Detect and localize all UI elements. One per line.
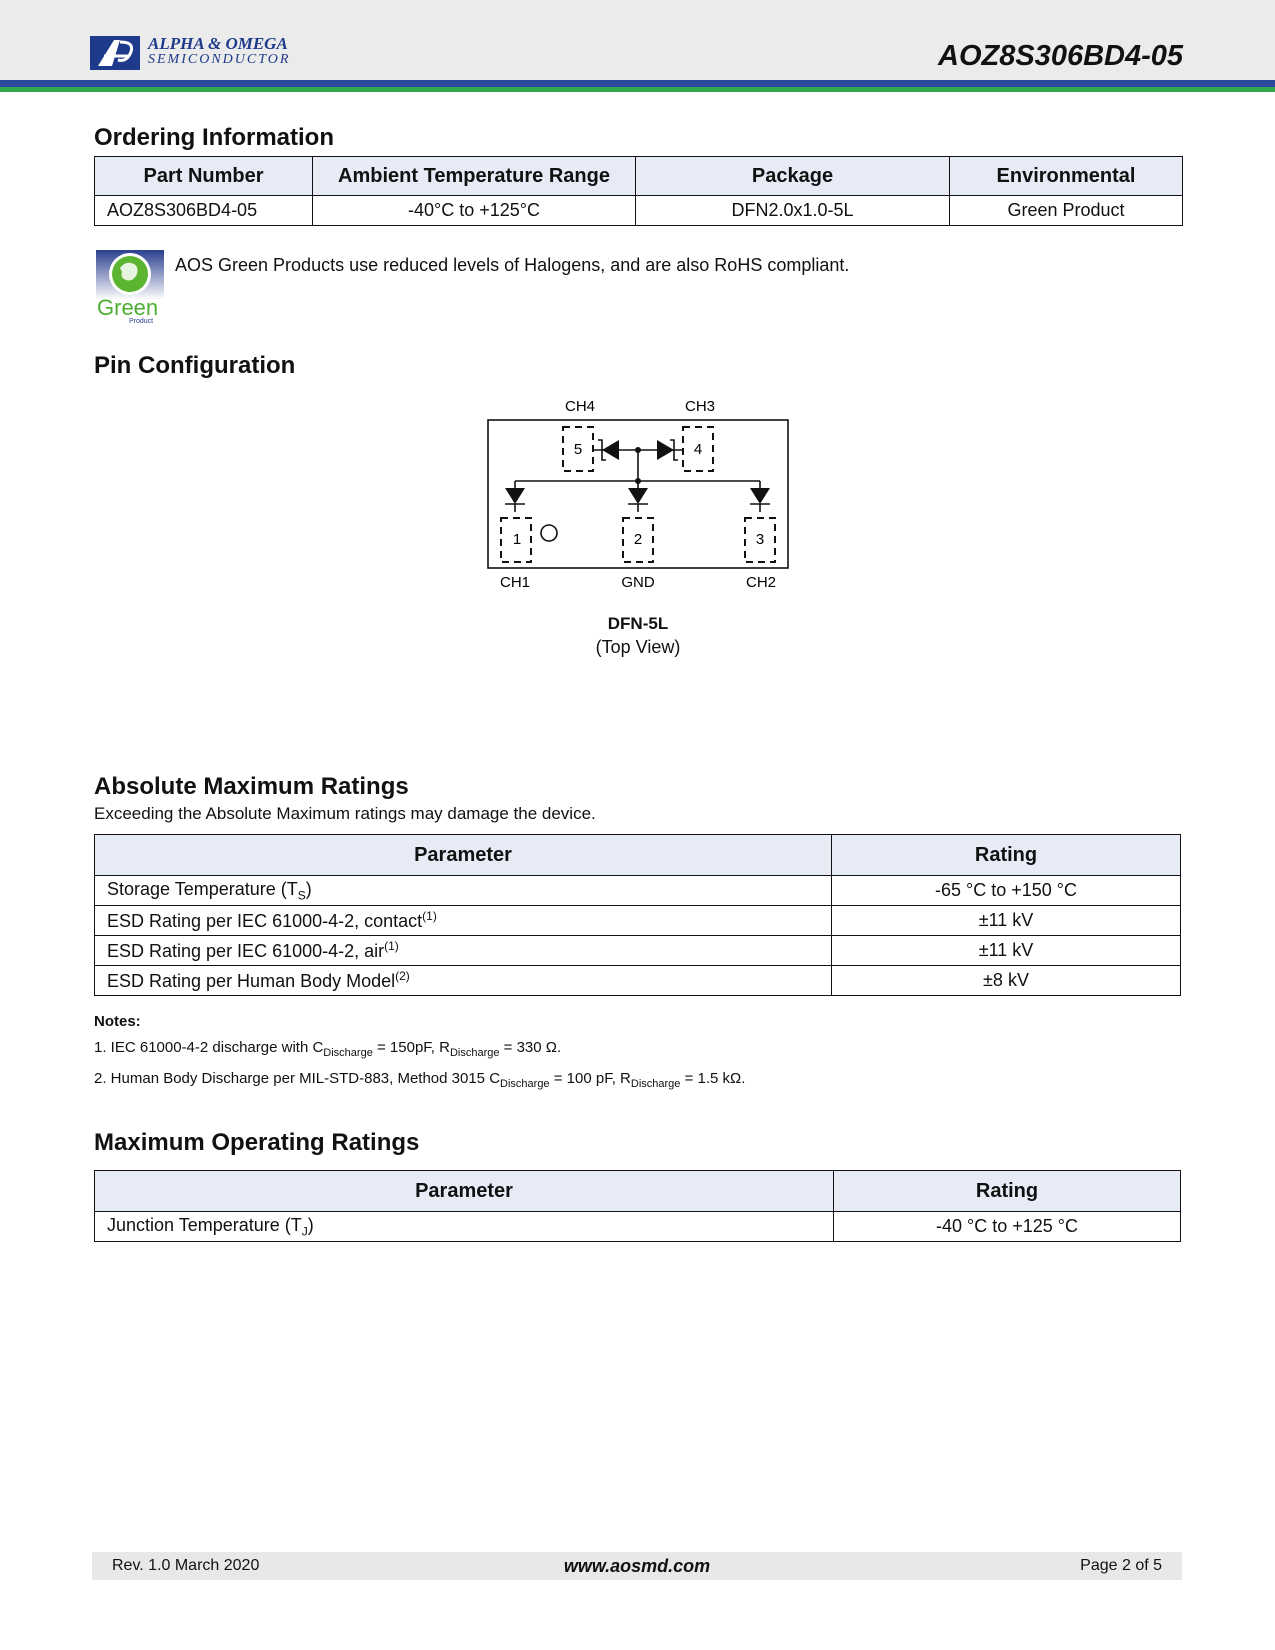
abs-max-param: ESD Rating per Human Body Model$^{(2)}$ — [95, 966, 832, 996]
table-row — [95, 196, 1183, 226]
footer-url[interactable]: www.aosmd.com — [563, 1556, 711, 1576]
abs-max-param: Storage Temperature $(T_S)$ — [95, 876, 832, 906]
header-stripe-blue — [0, 80, 1275, 87]
green-product-globe-icon — [96, 250, 164, 324]
ordering-header-row — [95, 157, 1183, 196]
company-name: ALPHA & OMEGA — [148, 34, 288, 53]
pin-number-5: 5 — [573, 441, 583, 458]
ordering-header-env: Environmental — [950, 157, 1183, 196]
pin-number-2: 2 — [633, 531, 643, 548]
ordering-table — [94, 156, 1183, 226]
ordering-title: Ordering Information — [94, 124, 334, 151]
footer-page-number: Page 2 of 5 — [1080, 1557, 1162, 1574]
green-logo-word: Green — [97, 295, 159, 320]
abs-max-param: ESD Rating per IEC 61000-4-2, contact$^{(1)}$ — [95, 906, 832, 936]
green-statement: AOS Green Products use reduced levels of Halogens, and are also RoHS compliant. — [175, 255, 850, 275]
max-op-header-param: Parameter — [95, 1171, 834, 1212]
label-ch3: CH3 — [684, 398, 716, 415]
diode-ch4 — [602, 440, 619, 460]
note-1: 1. IEC 61000-4-2 discharge with $C_{Discharge} = 150pF$, $R_{Discharge} = 330$ Ω. — [94, 1039, 562, 1059]
max-op-table — [94, 1170, 1181, 1242]
table-row — [95, 1212, 1181, 1242]
notes — [94, 1009, 745, 1097]
label-ch2: CH2 — [745, 574, 777, 591]
abs-max-title: Absolute Maximum Ratings — [94, 773, 409, 800]
table-row — [95, 906, 1181, 936]
abs-max-param: ESD Rating per IEC 61000-4-2, air$^{(1)}$ — [95, 936, 832, 966]
ordering-header-package: Package — [636, 157, 950, 196]
ordering-header-temp: Ambient Temperature Range — [313, 157, 636, 196]
label-ch4: CH4 — [564, 398, 596, 415]
header-stripe-green — [0, 87, 1275, 92]
document-part-id: AOZ8S306BD4-05 — [938, 40, 1183, 72]
ordering-cell-temp: -40°C to +125°C — [313, 196, 636, 226]
max-op-param: Junction Temperature $(T_J)$ — [95, 1212, 834, 1242]
pin-config-title: Pin Configuration — [94, 352, 296, 379]
abs-max-rating: ±8 kV — [832, 966, 1181, 996]
green-logo-sub: Product — [129, 318, 154, 324]
pin-number-1: 1 — [512, 531, 522, 548]
abs-max-header-rating: Rating — [832, 835, 1181, 876]
ordering-cell-package: DFN2.0x1.0-5L — [636, 196, 950, 226]
pin-diagram — [480, 392, 800, 592]
label-ch1: CH1 — [499, 574, 531, 591]
abs-max-rating: -65 °C to +150 °C — [832, 876, 1181, 906]
max-op-rating: -40 °C to +125 °C — [834, 1212, 1181, 1242]
company-subname: SEMICONDUCTOR — [148, 52, 291, 67]
package-name: DFN-5L — [607, 614, 669, 633]
table-row — [95, 876, 1181, 906]
pin-number-3: 3 — [755, 531, 765, 548]
table-row — [95, 936, 1181, 966]
abs-max-rating: ±11 kV — [832, 936, 1181, 966]
note-2: 2. Human Body Discharge per MIL-STD-883, Method 3015 $C_{Discharge} = 100$ pF, $R_{Discharge} = 1.5$ kΩ. — [94, 1070, 746, 1090]
notes-title: Notes: — [94, 1013, 141, 1030]
pin1-marker-icon — [541, 525, 557, 541]
max-op-header-rating: Rating — [834, 1171, 1181, 1212]
abs-max-header-row — [95, 835, 1181, 876]
label-gnd: GND — [621, 574, 655, 591]
diode-ch3 — [657, 440, 674, 460]
ordering-header-part: Part Number — [95, 157, 313, 196]
package-view: (Top View) — [595, 637, 681, 657]
pin-number-4: 4 — [693, 441, 703, 458]
max-op-header-row — [95, 1171, 1181, 1212]
abs-max-subtitle: Exceeding the Absolute Maximum ratings may damage the device. — [94, 804, 596, 823]
aos-logo-icon — [90, 36, 140, 70]
abs-max-table — [94, 834, 1181, 996]
max-op-title: Maximum Operating Ratings — [94, 1129, 420, 1156]
page-footer — [92, 1552, 1182, 1580]
table-row — [95, 966, 1181, 996]
footer-revision: Rev. 1.0 March 2020 — [112, 1557, 260, 1574]
diode-ch1 — [505, 488, 525, 504]
diode-ch2 — [750, 488, 770, 504]
ordering-cell-part: AOZ8S306BD4-05 — [95, 196, 313, 226]
diode-gnd — [628, 488, 648, 504]
ordering-cell-env: Green Product — [950, 196, 1183, 226]
abs-max-header-param: Parameter — [95, 835, 832, 876]
abs-max-rating: ±11 kV — [832, 906, 1181, 936]
